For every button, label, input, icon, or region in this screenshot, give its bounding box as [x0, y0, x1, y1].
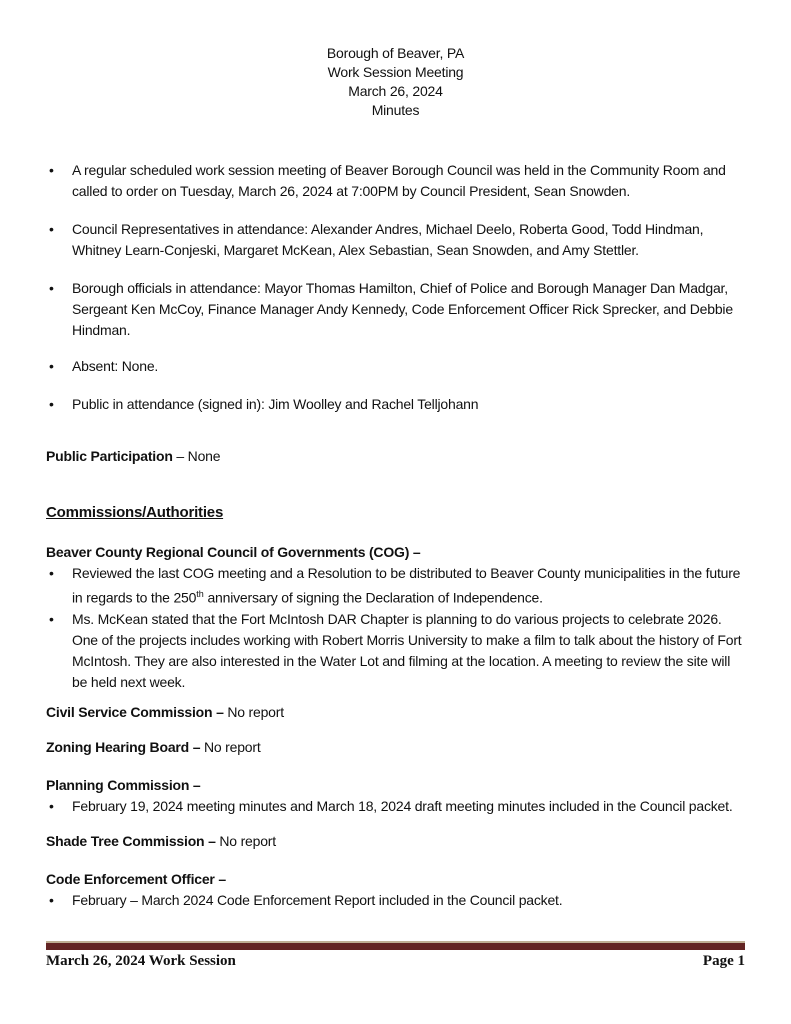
code-enforcement-title: Code Enforcement Officer – — [46, 870, 226, 887]
ordinal-superscript: th — [196, 589, 204, 599]
list-item — [46, 356, 745, 377]
section-heading-commissions: Commissions/Authorities — [46, 504, 224, 521]
section-cog — [46, 542, 745, 693]
bullet-icon: • — [49, 280, 54, 296]
section-planning-commission — [46, 775, 745, 817]
bullet-text: Council Representatives in attendance: Alexander Andres, Michael Deelo, Roberta Good, Todd Hindman, Whitney Learn-Conjeski, Margaret McKean, Alex Sebastian, Sean Snowden, and Amy Stettler. — [72, 221, 704, 258]
list-item — [46, 890, 745, 911]
bullet-icon: • — [49, 162, 54, 178]
public-participation-value: – None — [172, 448, 221, 464]
doc-title-org: Borough of Beaver, PA — [326, 45, 465, 61]
bullet-icon: • — [49, 565, 54, 581]
bullet-icon: • — [49, 797, 54, 814]
list-item — [46, 219, 745, 261]
bullet-text: Absent: None. — [72, 358, 159, 374]
zoning-board-label: Zoning Hearing Board – — [46, 738, 201, 755]
footer-text-row — [46, 951, 745, 971]
section-zoning-board — [46, 737, 745, 758]
title-block — [46, 44, 745, 120]
bullet-icon: • — [49, 396, 54, 412]
public-participation-label: Public Participation — [46, 448, 173, 464]
footer-session-label: March 26, 2024 Work Session — [46, 953, 236, 969]
shade-tree-value: No report — [215, 832, 276, 849]
page-footer — [46, 941, 745, 971]
list-item — [46, 160, 745, 202]
civil-service-label: Civil Service Commission – — [46, 703, 224, 720]
doc-title-date: March 26, 2024 — [348, 83, 443, 99]
public-participation-line — [46, 446, 745, 467]
zoning-board-value: No report — [200, 738, 261, 755]
footer-page-number: Page 1 — [702, 953, 745, 969]
planning-title: Planning Commission – — [46, 776, 201, 793]
cog-bullet-list — [46, 563, 745, 693]
civil-service-value: No report — [223, 703, 284, 720]
bullet-text: Borough officials in attendance: Mayor Thomas Hamilton, Chief of Police and Borough Manager Dan Madgar, Sergeant Ken McCoy, Finance Manager Andy Kennedy, Code Enforcement Officer Rick Sprecker, and Debbie Hindman. — [72, 280, 733, 338]
section-shade-tree — [46, 831, 745, 852]
bullet-icon: • — [49, 358, 54, 374]
list-item — [46, 563, 745, 609]
doc-title-meeting: Work Session Meeting — [327, 64, 464, 80]
footer-rule — [46, 941, 745, 950]
bullet-text: February – March 2024 Code Enforcement Report included in the Council packet. — [72, 891, 563, 908]
bullet-text: Reviewed the last COG meeting and a Resolution to be distributed to Beaver County municipalities in the future in regards to the 250th anniversary of signing the Declaration of Independence. — [72, 565, 741, 606]
bullet-icon: • — [49, 891, 54, 908]
doc-title-minutes: Minutes — [371, 102, 420, 118]
cog-title: Beaver County Regional Council of Governments (COG) – — [46, 544, 421, 560]
bullet-icon: • — [49, 221, 54, 237]
bullet-text: February 19, 2024 meeting minutes and March 18, 2024 draft meeting minutes included in the Council packet. — [72, 797, 733, 814]
document-content — [46, 44, 745, 911]
list-item — [46, 394, 745, 415]
list-item — [46, 278, 745, 341]
bullet-icon: • — [49, 610, 54, 627]
intro-bullet-list — [46, 160, 745, 415]
shade-tree-label: Shade Tree Commission – — [46, 832, 216, 849]
section-code-enforcement — [46, 869, 745, 911]
bullet-text: A regular scheduled work session meeting of Beaver Borough Council was held in the Community Room and called to order on Tuesday, March 26, 2024 at 7:00PM by Council President, Sean Snowden. — [72, 162, 726, 199]
bullet-text: Ms. McKean stated that the Fort McIntosh DAR Chapter is planning to do various projects to celebrate 2026. One of the projects includes working with Robert Morris University to make a film to talk about the history of Fort McIntosh. They are also interested in the Water Lot and filming at the location. A meeting to review the site will be held next week. — [72, 610, 742, 690]
list-item — [46, 609, 745, 693]
section-civil-service — [46, 702, 745, 723]
list-item — [46, 796, 745, 817]
bullet-text: Public in attendance (signed in): Jim Woolley and Rachel Telljohann — [72, 396, 479, 412]
